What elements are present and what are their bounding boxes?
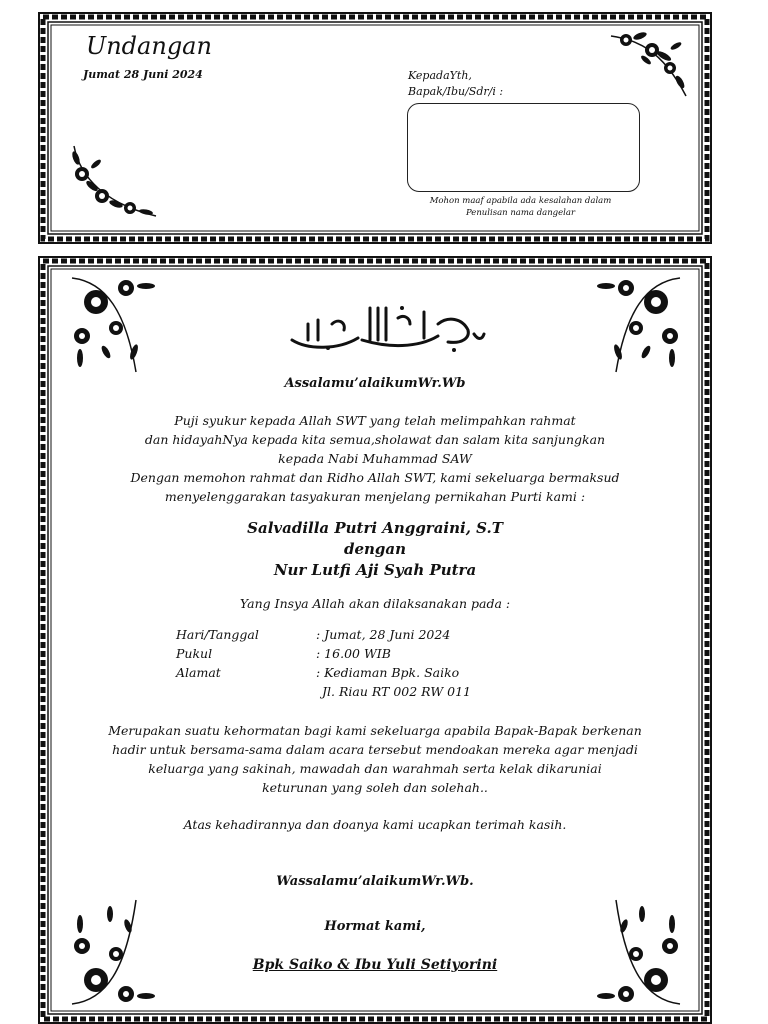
groom-name: Nur Lutfi Aji Syah Putra — [273, 561, 477, 579]
thanks-text: Atas kehadirannya dan doanya kami ucapkan terimah kasih. — [183, 817, 567, 832]
closing-line: hadir untuk bersama-sama dalam acara tersebut mendoakan mereka agar menjadi — [112, 742, 638, 757]
detail-row-date — [176, 625, 471, 644]
detail-label: Alamat — [176, 665, 221, 680]
invitation-card — [38, 256, 712, 1024]
detail-label: Hari/Tanggal — [176, 627, 259, 642]
closing-line: keturunan yang soleh dan solehah.. — [262, 780, 488, 795]
regards-text: Hormat kami, — [324, 919, 426, 934]
intro-line: kepada Nabi Muhammad SAW — [278, 451, 472, 466]
apology-note — [408, 195, 633, 219]
floral-corner-icon — [574, 272, 686, 384]
couple-names — [68, 518, 682, 581]
intro-line: Dengan memohon rahmat dan Ridho Allah SWT, kami sekeluarga bermaksud — [130, 470, 620, 485]
intro-line: dan hidayahNya kepada kita semua,sholawat dan salam kita sanjungkan — [144, 432, 606, 447]
floral-corner-icon — [606, 26, 692, 104]
closing-line: keluarga yang sakinah, mawadah dan warahmah serta kelak dikaruniai — [148, 761, 602, 776]
apology-note-line-1: Mohon maaf apabila ada kesalahan dalam — [429, 196, 612, 206]
detail-row-address — [176, 663, 471, 682]
detail-address-line-2: Jl. Riau RT 002 RW 011 — [322, 684, 471, 699]
intro-line: menyelenggarakan tasyakuran menjelang pernikahan Purti kami : — [164, 489, 586, 504]
schedule-intro: Yang Insya Allah akan dilaksanakan pada : — [239, 596, 511, 611]
floral-corner-icon — [574, 886, 686, 1010]
floral-corner-icon — [66, 138, 160, 222]
envelope-card — [38, 12, 712, 244]
envelope-date: Jumat 28 Juni 2024 — [83, 68, 203, 81]
host-signature: Bpk Saiko & Ibu Yuli Setiyorini — [252, 957, 498, 973]
opening-greeting: Assalamu’alaikumWr.Wb — [284, 376, 466, 391]
intro-line: Puji syukur kepada Allah SWT yang telah melimpahkan rahmat — [174, 413, 576, 428]
detail-row-time — [176, 644, 471, 663]
bride-name: Salvadilla Putri Anggraini, S.T — [247, 519, 503, 537]
detail-value: : 16.00 WIB — [316, 646, 391, 661]
bismillah-calligraphy-icon — [278, 294, 490, 356]
connector-text: dengan — [343, 540, 407, 558]
detail-label: Pukul — [176, 646, 213, 661]
event-details — [176, 625, 471, 701]
closing-line: Merupakan suatu kehormatan bagi kami sekeluarga apabila Bapak-Bapak berkenan — [108, 723, 642, 738]
recipient-name-box — [407, 103, 640, 192]
recipient-line-1: KepadaYth, — [408, 69, 472, 82]
apology-note-line-2: Penulisan nama dangelar — [465, 208, 576, 218]
detail-value: : Kediaman Bpk. Saiko — [316, 665, 460, 680]
recipient-label — [408, 68, 503, 100]
detail-value: : Jumat, 28 Juni 2024 — [316, 627, 451, 642]
closing-greeting: Wassalamu’alaikumWr.Wb. — [276, 874, 474, 889]
envelope-title: Undangan — [86, 32, 212, 60]
closing-paragraph — [68, 721, 682, 797]
floral-corner-icon — [66, 272, 178, 384]
recipient-line-2: Bapak/Ibu/Sdr/i : — [408, 85, 504, 98]
intro-paragraph — [68, 411, 682, 506]
floral-corner-icon — [66, 886, 178, 1010]
